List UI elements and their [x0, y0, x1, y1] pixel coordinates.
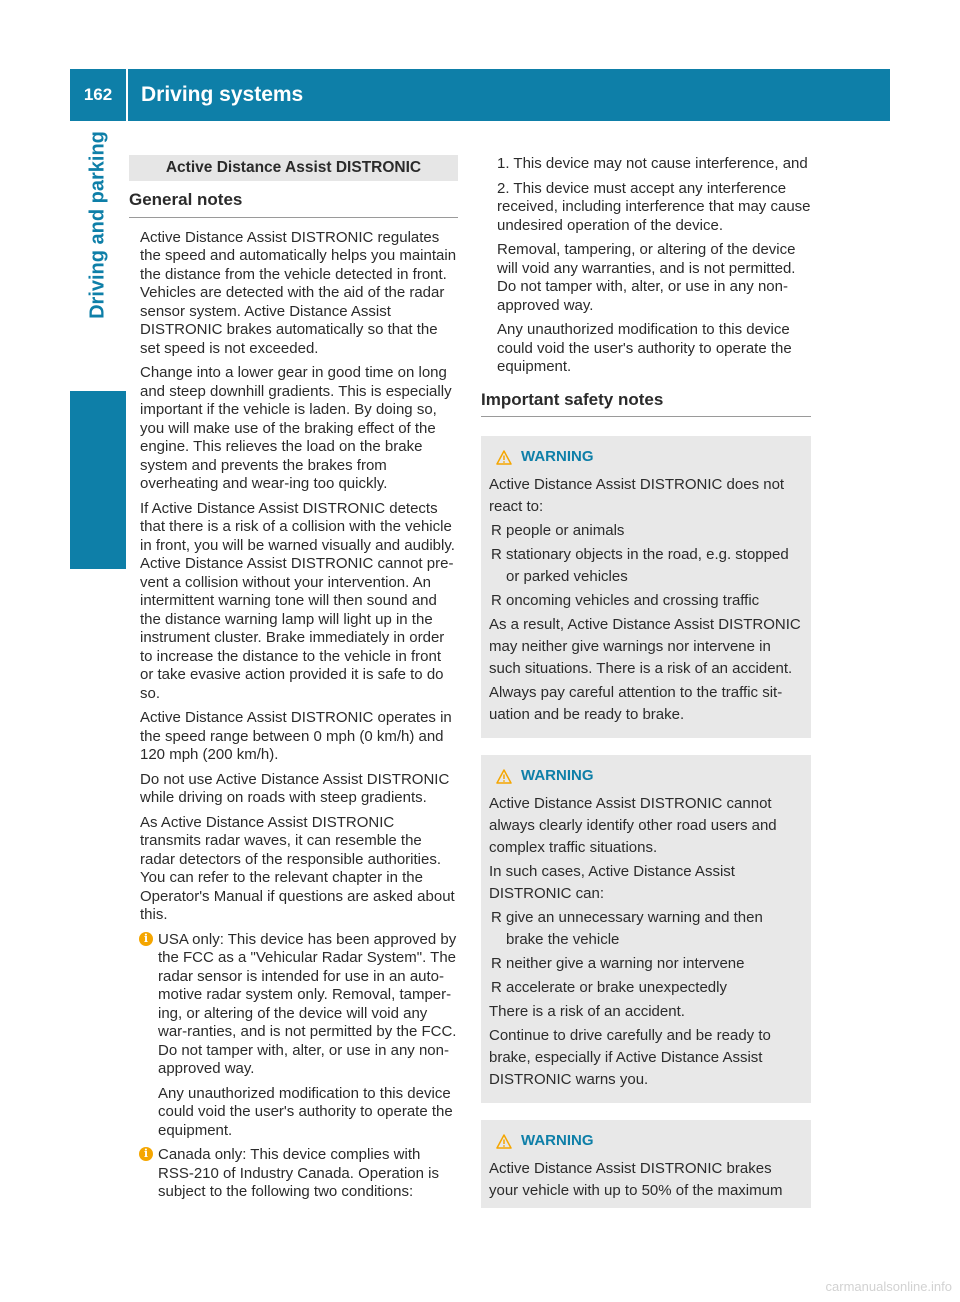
warning-triangle-icon: [496, 450, 512, 465]
bullet-r-icon: R: [491, 546, 502, 563]
list-item-text: neither give a warning nor intervene: [506, 955, 745, 972]
paragraph: 1. This device may not cause interference, and: [497, 155, 808, 172]
warning-intro: Active Distance Assist DISTRONIC cannot always clearly identify other road users and complex traffic situations.: [489, 795, 777, 856]
list-item: [489, 544, 803, 588]
list-item-text: oncoming vehicles and crossing traffic: [506, 592, 760, 609]
warning-text: Always pay careful attention to the traffic sit-uation and be ready to brake.: [489, 684, 783, 723]
warning-intro: Active Distance Assist DISTRONIC does not react to:: [489, 476, 785, 515]
info-usa-text: USA only: This device has been approved by the FCC as a "Vehicular Radar System". The radar sensor is intended for use in an auto-motive radar system only. Removal, tamper-ing, or altering of the device will void any war-ranties, and is not permitted by the FCC. Do not tamper with, alter, or use in any non-approved way.: [158, 930, 457, 1077]
info-usa-continuation: Any unauthorized modification to this device could void the user's authority to operate the equipment.: [158, 1084, 453, 1139]
warning-label: WARNING: [521, 767, 594, 784]
paragraph: Removal, tampering, or altering of the device will void any warranties, and is not permitted. Do not tamper with, alter, or use in any non-approved way.: [497, 241, 796, 314]
general-notes-body: [129, 229, 458, 925]
section-title: Driving systems: [141, 83, 304, 106]
bullet-r-icon: R: [491, 522, 502, 539]
paragraph: Active Distance Assist DISTRONIC regulates the speed and automatically helps you maintain the distance from the vehicle detected in front. Vehicles are detected with the aid of the radar sensor system. Active Distance Assist DISTRONIC brakes automatically so that the set speed is not exceeded.: [140, 228, 457, 357]
warning-title: [489, 446, 803, 468]
paragraph: 2. This device must accept any interference received, including interference that may cause undesired operation of the device.: [497, 179, 811, 234]
watermark: carmanualsonline.info: [825, 1279, 952, 1294]
warning-text: Continue to drive carefully and be ready to brake, especially if Active Distance Assist DISTRONIC warns you.: [489, 1027, 771, 1088]
warning-triangle-icon: [496, 1134, 512, 1149]
bullet-r-icon: R: [491, 979, 502, 996]
paragraph: Any unauthorized modification to this device could void the user's authority to operate the equipment.: [497, 321, 792, 375]
warning-title: [489, 765, 803, 787]
warning-intro: In such cases, Active Distance Assist DISTRONIC can:: [489, 863, 735, 902]
list-item: [489, 590, 803, 612]
bullet-r-icon: R: [491, 592, 502, 609]
warning-text: As a result, Active Distance Assist DISTRONIC may neither give warnings nor intervene in such situations. There is a risk of an accident.: [489, 616, 801, 677]
warning-box: [481, 1120, 811, 1208]
paragraph: Change into a lower gear in good time on long and steep downhill gradients. This is especially important if the vehicle is laden. By doing so, you will make use of the braking effect of the engine. This relieves the load on the brake system and prevents the brakes from overheating and wear-ing too quickly.: [140, 364, 452, 492]
page-number: 162: [83, 85, 113, 104]
warning-title: [489, 1130, 803, 1152]
warning-box: [481, 436, 811, 738]
warning-label: WARNING: [521, 448, 594, 465]
paragraph: If Active Distance Assist DISTRONIC detects that there is a risk of a collision with the vehicle in front, you will be warned visually and audibly. Active Distance Assist DISTRONIC cannot pre-vent a collision without your intervention. An intermittent warning tone will then sound and the distance warning lamp will light up in the instrument cluster. Brake immediately in order to increase the distance to the vehicle in front or take evasive action provided it is safe to do so.: [140, 499, 455, 702]
info-canada-continuation: [481, 155, 811, 377]
safety-notes-heading: Important safety notes: [481, 391, 811, 418]
info-icon: i: [139, 1147, 153, 1161]
right-column: [481, 155, 811, 1225]
list-item-text: people or animals: [506, 522, 625, 539]
list-item: [489, 907, 803, 951]
left-column: [129, 155, 458, 1208]
paragraph: Do not use Active Distance Assist DISTRONIC while driving on roads with steep gradients.: [140, 770, 450, 806]
list-item-text: stationary objects in the road, e.g. stopped or parked vehicles: [506, 546, 789, 585]
general-notes-heading: General notes: [129, 191, 458, 218]
side-tab-marker: [70, 391, 126, 569]
list-item: [489, 977, 803, 999]
list-item: [489, 953, 803, 975]
list-item-text: give an unnecessary warning and then brake the vehicle: [506, 909, 763, 948]
info-canada: [129, 1146, 458, 1202]
warning-text: There is a risk of an accident.: [489, 1003, 685, 1020]
list-item: [489, 520, 803, 542]
header-divider: [126, 69, 128, 121]
info-icon: i: [139, 932, 153, 946]
bullet-r-icon: R: [491, 909, 502, 926]
section-heading: Active Distance Assist DISTRONIC: [129, 155, 458, 181]
info-canada-text: Canada only: This device complies with RSS-210 of Industry Canada. Operation is subject to the following two conditions:: [158, 1146, 439, 1200]
list-item-text: accelerate or brake unexpectedly: [506, 979, 727, 996]
warning-triangle-icon: [496, 769, 512, 784]
warning-box: [481, 755, 811, 1103]
warning-intro: Active Distance Assist DISTRONIC brakes your vehicle with up to 50% of the maximum: [489, 1160, 783, 1199]
side-tab-label: Driving and parking: [86, 131, 109, 319]
paragraph: As Active Distance Assist DISTRONIC transmits radar waves, it can resemble the radar detectors of the responsible authorities. You can refer to the relevant chapter in the Operator's Manual if questions are asked about this.: [140, 813, 455, 923]
info-usa: [129, 931, 458, 1079]
bullet-r-icon: R: [491, 955, 502, 972]
paragraph: Active Distance Assist DISTRONIC operates in the speed range between 0 mph (0 km/h) and 120 mph (200 km/h).: [140, 709, 452, 763]
warning-label: WARNING: [521, 1132, 594, 1149]
